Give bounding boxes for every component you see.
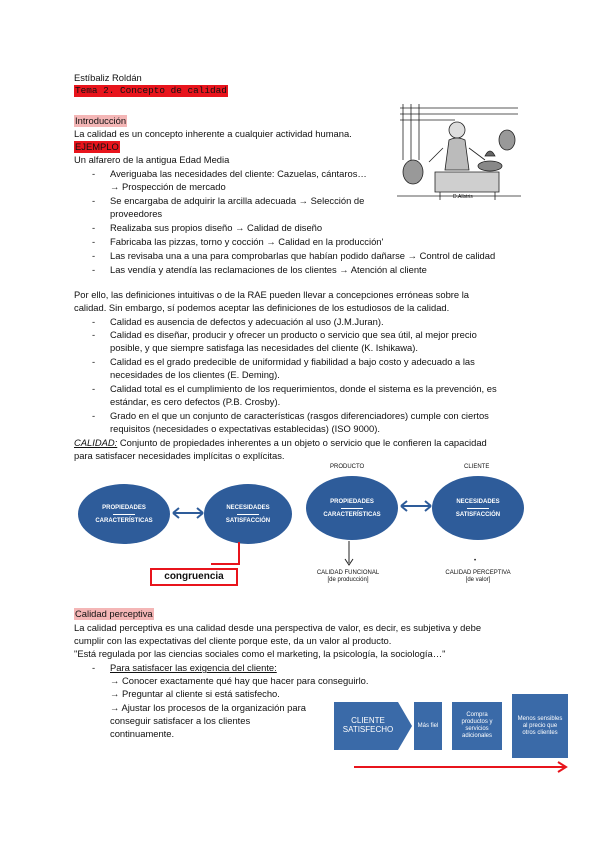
double-arrow-1: [170, 506, 206, 520]
calidad-label: CALIDAD:: [74, 437, 118, 448]
perceptiva-step: → Ajustar los procesos de la organización para: [110, 702, 306, 713]
perceptiva-step: → Preguntar al cliente si está satisfecho.: [110, 688, 280, 699]
cliente-satisfecho-text: CLIENTE SATISFECHO: [342, 716, 394, 734]
perceptiva-heading: Calidad perceptiva: [75, 608, 153, 619]
bullet-dash: -: [92, 222, 96, 233]
props-top-2: PROPIEDADES: [330, 498, 374, 505]
bullet-dash: -: [92, 168, 96, 179]
intro-text: La calidad es un concepto inherente a cualquier actividad humana.: [74, 128, 352, 139]
bullet-dash: -: [92, 316, 96, 327]
definition-item: Calidad es ausencia de defectos y adecuación al uso (J.M.Juran).: [110, 316, 384, 327]
funcional-arrow: [344, 541, 354, 567]
box-mas-fiel: Más fiel: [414, 702, 442, 750]
intro-item: → Prospección de mercado: [110, 181, 226, 192]
intro-item: Las vendía y atendía las reclamaciones de los clientes → Atención al cliente: [110, 264, 427, 275]
image-caption: D.Allstris: [453, 194, 473, 200]
box-menos-sensibles: Menos sensibles al precio que otros clientes: [512, 694, 568, 758]
bullet-dash: -: [92, 250, 96, 261]
cliente-satisfecho-chevron: [334, 702, 412, 750]
definition-item: estándar, es cero defectos (P.B. Crosby).: [110, 396, 281, 407]
definition-item: Grado en el que un conjunto de características (rasgos diferenciadores) cumple con ciertos: [110, 410, 489, 421]
double-arrow-2: [398, 499, 434, 513]
intro-item: Realizaba sus propios diseño → Calidad de diseño: [110, 222, 323, 233]
props-bottom-2: CARACTERÍSTICAS: [323, 511, 381, 518]
ellipse-propiedades-2: [306, 476, 398, 540]
calidad-text-2: para satisfacer necesidades implícitas o explícitas.: [74, 450, 285, 461]
ellipse-propiedades: [78, 484, 170, 544]
intro-item: proveedores: [110, 208, 163, 219]
bullet-dash: -: [92, 383, 96, 394]
bullet-dash: -: [92, 662, 96, 673]
needs-bottom-2: SATISFACCIÓN: [455, 511, 501, 518]
bullet-dash: -: [92, 236, 96, 247]
producto-label: PRODUCTO: [330, 464, 365, 470]
definition-item: requisitos (necesidades o expectativas establecidas) (ISO 9000).: [110, 423, 380, 434]
funcional-sub: [de producción]: [327, 577, 369, 583]
perceptiva-line: "Está regulada por las ciencias sociales como el marketing, la psicología, la sociología…": [74, 648, 446, 659]
perceptiva-line: La calidad perceptiva es una calidad desde una perspectiva de valor, es decir, es subjetiva y debe: [74, 622, 482, 633]
red-arrow: [352, 760, 574, 774]
props-bottom: CARACTERÍSTICAS: [95, 517, 153, 524]
perceptiva-step: continuamente.: [110, 728, 175, 739]
perceptiva-subheading: Para satisfacer las exigencia del cliente:: [110, 662, 277, 673]
definition-item: Calidad es el grado predecible de uniformidad y fiabilidad a bajo costo y adecuado a las: [110, 356, 475, 367]
potter-illustration: [395, 100, 523, 202]
calidad-definition: [74, 437, 487, 449]
bullet-dash: -: [92, 329, 96, 340]
needs-top-2: NECESIDADES: [456, 498, 500, 505]
definition-item: posible, y que siempre satisfaga las necesidades del cliente (K. Ishikawa).: [110, 342, 418, 353]
topic-title: Tema 2. Concepto de calidad: [75, 85, 227, 96]
ellipse-necesidades: [204, 484, 292, 544]
congruencia-box: congruencia: [150, 568, 238, 586]
perceptiva-line: cumplir con las expectativas del cliente porque este, da un valor al producto.: [74, 635, 392, 646]
calidad-funcional-label: CALIDAD FUNCIONAL: [316, 570, 380, 576]
intro-heading: Introducción: [75, 115, 127, 126]
definitions-lead: Por ello, las definiciones intuitivas o de la RAE pueden llevar a concepciones erróneas sobre la: [74, 289, 470, 300]
intro-item: Se encargaba de adquirir la arcilla adecuada → Selección de: [110, 195, 365, 206]
definition-item: necesidades de los clientes (E. Deming).: [110, 369, 280, 380]
calidad-perceptiva-label: CALIDAD PERCEPTIVA: [445, 570, 511, 576]
perceptiva-dot: •: [474, 558, 477, 564]
intro-item: Las revisaba una a una para comprobarlas que habían podido dañarse → Control de calidad: [110, 250, 496, 261]
props-top: PROPIEDADES: [102, 504, 146, 511]
example-title: Un alfarero de la antigua Edad Media: [74, 154, 230, 165]
needs-bottom: SATISFACCIÓN: [225, 517, 271, 524]
box-compra: Compra productos y servicios adicionales: [452, 702, 502, 750]
definition-item: Calidad es diseñar, producir y ofrecer un producto o servicio que sea útil, al mejor precio: [110, 329, 477, 340]
bullet-dash: -: [92, 410, 96, 421]
perceptiva-step: conseguir satisfacer a los clientes: [110, 715, 251, 726]
bullet-dash: -: [92, 356, 96, 367]
perceptiva-sub: [de valor]: [465, 577, 491, 583]
bullet-dash: -: [92, 195, 96, 206]
needs-top: NECESIDADES: [226, 504, 270, 511]
example-label: EJEMPLO: [75, 141, 119, 152]
bullet-dash: -: [92, 264, 96, 275]
definitions-lead: calidad. Sin embargo, sí podemos aceptar las definiciones de los estudiosos de la calidad.: [74, 302, 450, 313]
perceptiva-step: → Conocer exactamente qué hay que hacer para conseguirlo.: [110, 675, 369, 686]
author-name: Estíbaliz Roldán: [74, 72, 142, 83]
intro-item: Averiguaba las necesidades del cliente: Cazuelas, cántaros…: [110, 168, 367, 179]
cliente-label: CLIENTE: [464, 464, 490, 470]
definition-item: Calidad total es el cumplimiento de los requerimientos, donde el sistema es la prevención, es: [110, 383, 497, 394]
ellipse-necesidades-2: [432, 476, 524, 540]
intro-item: Fabricaba las pizzas, torno y cocción → Calidad en la producción': [110, 236, 384, 247]
calidad-text: Conjunto de propiedades inherentes a un objeto o servicio que le confieren la capacidad: [117, 437, 487, 448]
potter-drawing: [395, 100, 523, 202]
